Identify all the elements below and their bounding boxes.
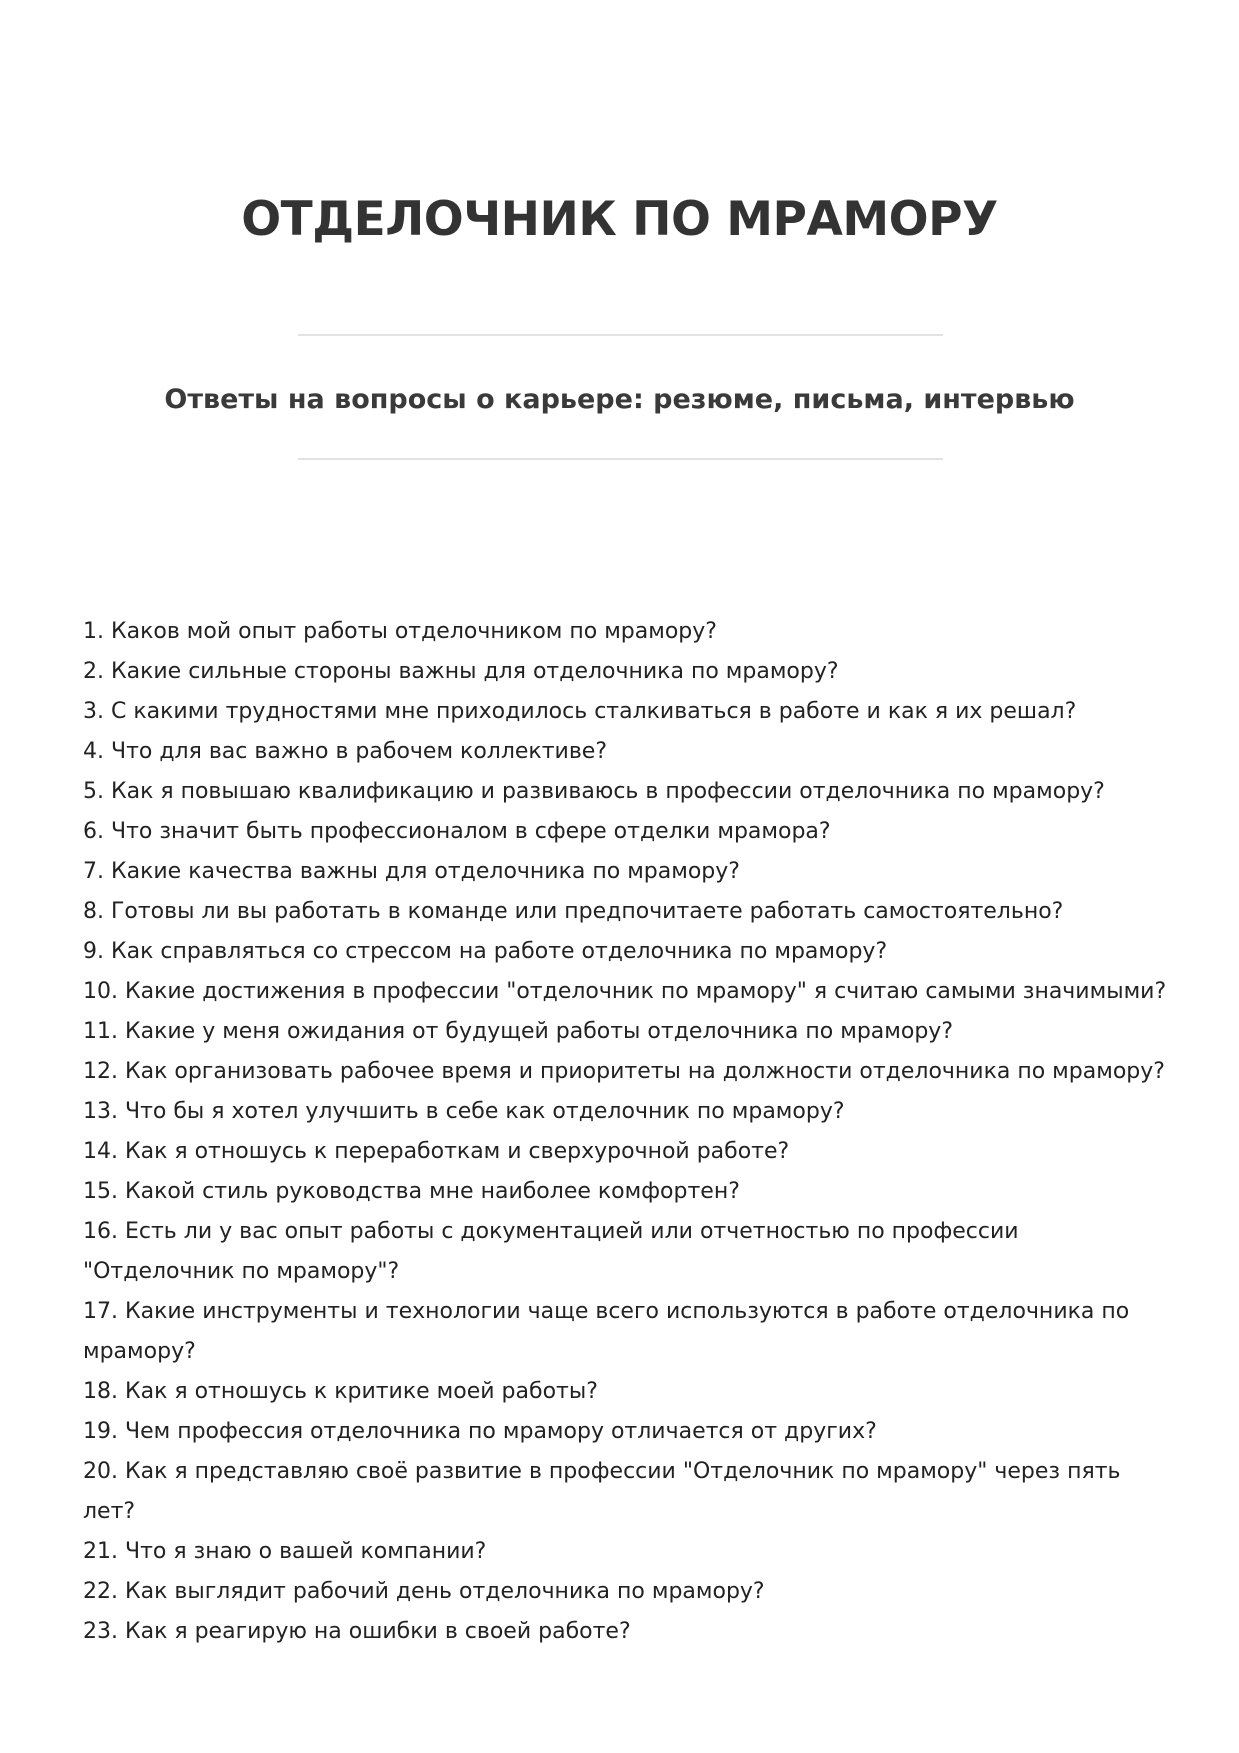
bottom-divider bbox=[298, 458, 943, 460]
question-item: 17. Какие инструменты и технологии чаще всего используются в работе отделочника по мрамору? bbox=[83, 1299, 1130, 1364]
question-item: 14. Как я отношусь к переработкам и сверхурочной работе? bbox=[83, 1139, 790, 1164]
question-item: 20. Как я представляю своё развитие в профессии "Отделочник по мрамору" через пять лет? bbox=[83, 1459, 1121, 1524]
top-divider bbox=[298, 334, 943, 336]
question-item: 23. Как я реагирую на ошибки в своей работе? bbox=[83, 1619, 631, 1644]
question-item: 18. Как я отношусь к критике моей работы? bbox=[83, 1379, 598, 1404]
question-item: 5. Как я повышаю квалификацию и развиваюсь в профессии отделочника по мрамору? bbox=[83, 779, 1105, 804]
question-item: 8. Готовы ли вы работать в команде или предпочитаете работать самостоятельно? bbox=[83, 899, 1064, 924]
question-item: 12. Как организовать рабочее время и приоритеты на должности отделочника по мрамору? bbox=[83, 1059, 1165, 1084]
question-item: 7. Какие качества важны для отделочника по мрамору? bbox=[83, 859, 740, 884]
question-item: 21. Что я знаю о вашей компании? bbox=[83, 1539, 487, 1564]
question-item: 15. Какой стиль руководства мне наиболее комфортен? bbox=[83, 1179, 740, 1204]
question-item: 9. Как справляться со стрессом на работе отделочника по мрамору? bbox=[83, 939, 888, 964]
question-item: 3. С какими трудностями мне приходилось сталкиваться в работе и как я их решал? bbox=[83, 699, 1077, 724]
question-item: 1. Каков мой опыт работы отделочником по мрамору? bbox=[83, 619, 717, 644]
question-item: 6. Что значит быть профессионалом в сфере отделки мрамора? bbox=[83, 819, 831, 844]
page-title: ОТДЕЛОЧНИК ПО МРАМОРУ bbox=[241, 192, 998, 247]
question-item: 11. Какие у меня ожидания от будущей работы отделочника по мрамору? bbox=[83, 1019, 953, 1044]
question-item: 16. Есть ли у вас опыт работы с документацией или отчетностью по профессии "Отделочник по мрамору"? bbox=[83, 1219, 1019, 1284]
question-item: 19. Чем профессия отделочника по мрамору отличается от других? bbox=[83, 1419, 877, 1444]
question-item: 4. Что для вас важно в рабочем коллективе? bbox=[83, 739, 608, 764]
question-item: 13. Что бы я хотел улучшить в себе как отделочник по мрамору? bbox=[83, 1099, 845, 1124]
page-subtitle: Ответы на вопросы о карьере: резюме, письма, интервью bbox=[164, 384, 1075, 415]
question-list bbox=[83, 612, 1173, 1652]
question-item: 10. Какие достижения в профессии "отделочник по мрамору" я считаю самыми значимыми? bbox=[83, 979, 1167, 1004]
question-item: 2. Какие сильные стороны важны для отделочника по мрамору? bbox=[83, 659, 839, 684]
question-item: 22. Как выглядит рабочий день отделочника по мрамору? bbox=[83, 1579, 765, 1604]
